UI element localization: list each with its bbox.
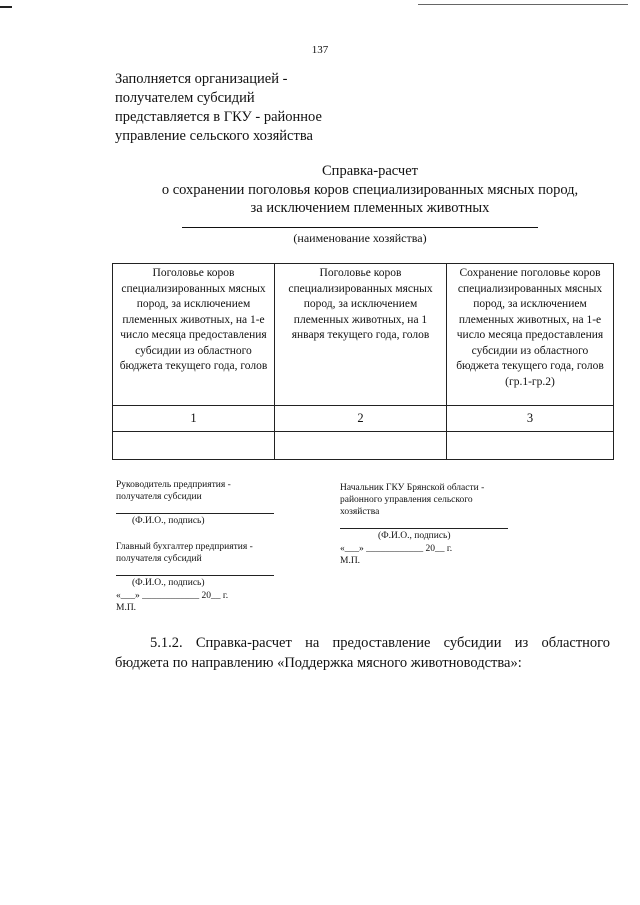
head-label-2: получателя субсидии xyxy=(116,492,202,502)
head-fio-caption: (Ф.И.О., подпись) xyxy=(132,516,205,526)
header-cell-2: Поголовье коров специализированных мясных пород, за исключением племенных животных, на 1 января текущего года, голов xyxy=(275,264,447,406)
head-signature-line xyxy=(116,513,274,514)
section-heading-line-2: бюджета по направлению «Поддержка мясного животноводства»: xyxy=(115,655,522,671)
data-cell-3 xyxy=(447,432,614,460)
column-number-2: 2 xyxy=(275,406,447,432)
scan-edge-mark xyxy=(0,6,12,8)
intro-note xyxy=(115,70,322,146)
chief-label-3: хозяйства xyxy=(340,507,380,517)
section-heading-line-1: 5.1.2. Справка-расчет на предоставление субсидии из областного xyxy=(150,635,610,651)
intro-line: получателем субсидий xyxy=(115,90,255,106)
column-number-row xyxy=(113,406,614,432)
right-date-line: «___» ____________ 20__ г. xyxy=(340,544,453,554)
left-stamp-mark: М.П. xyxy=(116,603,137,613)
data-cell-2 xyxy=(275,432,447,460)
chief-fio-caption: (Ф.И.О., подпись) xyxy=(378,531,451,541)
document-subtitle-line-1: о сохранении поголовья коров специализированных мясных пород, xyxy=(161,182,579,198)
top-rule xyxy=(418,4,628,5)
head-label-1: Руководитель предприятия - xyxy=(116,480,231,490)
document-subtitle-line-2: за исключением племенных животных xyxy=(250,200,490,216)
farm-name-caption: (наименование хозяйства) xyxy=(293,231,427,245)
column-number-3: 3 xyxy=(447,406,614,432)
document-title: Справка-расчет xyxy=(322,163,418,179)
table-header-row xyxy=(113,264,614,406)
chief-label-1: Начальник ГКУ Брянской области - xyxy=(340,483,485,493)
header-cell-3: Сохранение поголовье коров специализированных мясных пород, за исключением племенных животных, на 1-е число месяца предоставления субсидии из областного бюджета текущего года, голов (гр.1-гр.2) xyxy=(447,264,614,406)
intro-line: управление сельского хозяйства xyxy=(115,128,313,144)
intro-line: представляется в ГКУ - районное xyxy=(115,109,322,125)
data-cell-1 xyxy=(113,432,275,460)
accountant-label-2: получателя субсидий xyxy=(116,554,202,564)
accountant-label-1: Главный бухгалтер предприятия - xyxy=(116,542,253,552)
farm-name-line xyxy=(182,227,538,228)
header-cell-1: Поголовье коров специализированных мясных пород, за исключением племенных животных, на 1-е число месяца предоставления субсидии из областного бюджета текущего года, голов xyxy=(113,264,275,406)
page-number: 137 xyxy=(311,44,329,56)
calculation-table xyxy=(112,263,614,460)
chief-label-2: районного управления сельского xyxy=(340,495,473,505)
chief-signature-line xyxy=(340,528,508,529)
left-date-line: «___» ____________ 20__ г. xyxy=(116,591,229,601)
intro-line: Заполняется организацией - xyxy=(115,71,288,87)
table-row xyxy=(113,432,614,460)
accountant-signature-line xyxy=(116,575,274,576)
right-stamp-mark: М.П. xyxy=(340,556,361,566)
column-number-1: 1 xyxy=(113,406,275,432)
accountant-fio-caption: (Ф.И.О., подпись) xyxy=(132,578,205,588)
